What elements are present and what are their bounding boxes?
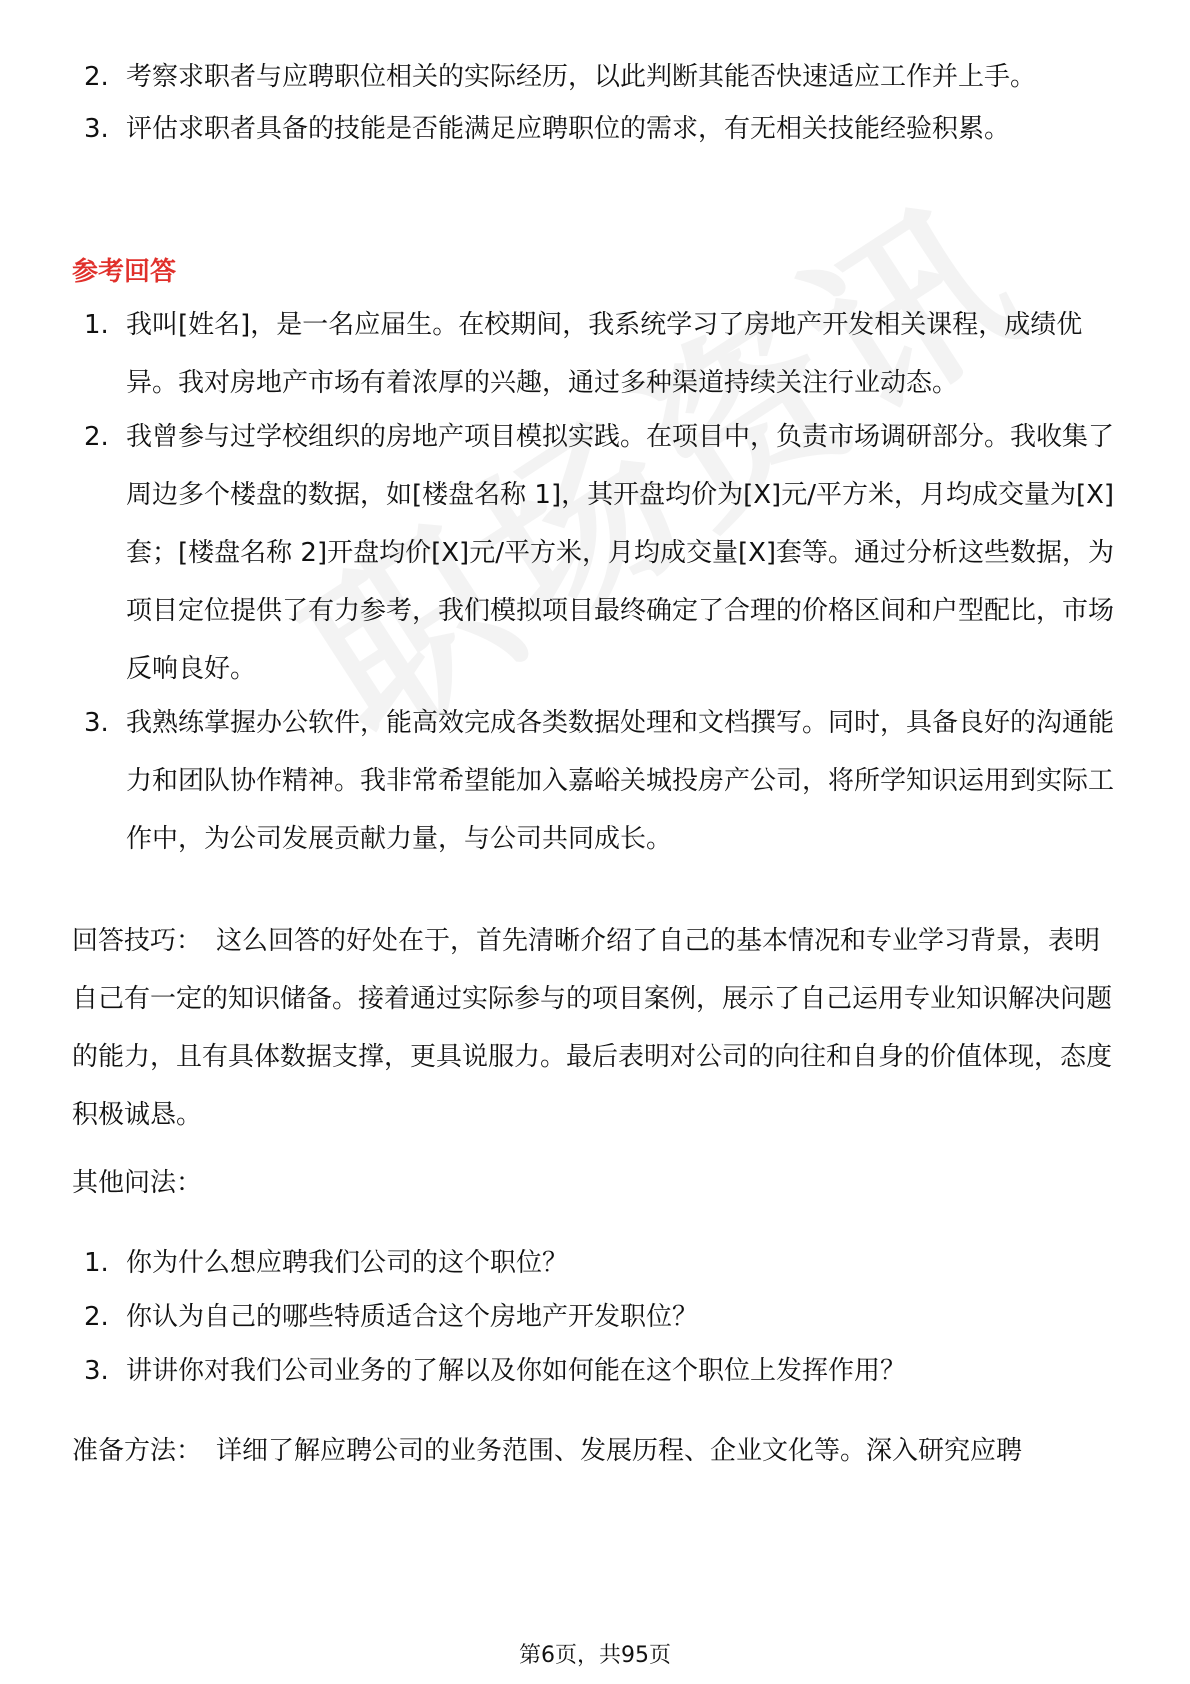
answer-tips xyxy=(72,912,1118,1144)
list-number: 3. xyxy=(84,1356,109,1386)
list-number: 2. xyxy=(84,62,109,92)
list-item xyxy=(0,408,1116,698)
other-questions-label: 其他问法： xyxy=(72,1168,203,1198)
list-text: 我曾参与过学校组织的房地产项目模拟实践。在项目中，负责市场调研部分。我收集了周边多个楼盘的数据，如[楼盘名称 1]，其开盘均价为[X]元/平方米，月均成交量为[X]套；[楼盘名称 2]开盘均价[X]元/平方米，月均成交量[X]套等。通过分析这些数据，为项目定位提供了有力参考，我们模拟项目最终确定了合理的价格区间和户型配比，市场反响良好。 xyxy=(126,422,1115,684)
other-questions-list xyxy=(0,1234,1190,1400)
list-text: 我叫[姓名]，是一名应届生。在校期间，我系统学习了房地产开发相关课程，成绩优异。我对房地产市场有着浓厚的兴趣，通过多种渠道持续关注行业动态。 xyxy=(126,310,1083,398)
list-text: 我熟练掌握办公软件，能高效完成各类数据处理和文档撰写。同时，具备良好的沟通能力和团队协作精神。我非常希望能加入嘉峪关城投房产公司，将所学知识运用到实际工作中，为公司发展贡献力量，与公司共同成长。 xyxy=(126,708,1115,854)
list-text: 你为什么想应聘我们公司的这个职位？ xyxy=(126,1248,569,1278)
list-text: 讲讲你对我们公司业务的了解以及你如何能在这个职位上发挥作用？ xyxy=(126,1356,907,1386)
list-text: 评估求职者具备的技能是否能满足应聘职位的需求，有无相关技能经验积累。 xyxy=(126,114,1011,144)
criteria-list xyxy=(0,48,1190,158)
page-number: 第6页，共95页 xyxy=(519,1643,671,1668)
list-item xyxy=(0,1234,1116,1292)
list-item xyxy=(0,1342,1116,1400)
prep-text: 详细了解应聘公司的业务范围、发展历程、企业文化等。深入研究应聘 xyxy=(216,1436,1023,1466)
list-item xyxy=(0,1288,1116,1346)
list-number: 3. xyxy=(84,114,109,144)
list-item xyxy=(0,694,1116,868)
prep-label: 准备方法： xyxy=(72,1436,203,1466)
list-number: 1. xyxy=(84,1248,109,1278)
list-item xyxy=(0,100,1116,158)
list-number: 1. xyxy=(84,310,109,340)
list-number: 2. xyxy=(84,422,109,452)
list-number: 3. xyxy=(84,708,109,738)
list-item xyxy=(0,296,1116,412)
tips-text: 这么回答的好处在于，首先清晰介绍了自己的基本情况和专业学习背景，表明自己有一定的知识储备。接着通过实际参与的项目案例，展示了自己运用专业知识解决问题的能力，且有具体数据支撑，更具说服力。最后表明对公司的向往和自身的价值体现，态度积极诚恳。 xyxy=(72,926,1113,1130)
list-text: 考察求职者与应聘职位相关的实际经历，以此判断其能否快速适应工作并上手。 xyxy=(126,62,1037,92)
tips-label: 回答技巧： xyxy=(72,926,203,956)
list-number: 2. xyxy=(84,1302,109,1332)
prep-method xyxy=(72,1422,1118,1480)
list-item xyxy=(0,48,1116,106)
answer-heading: 参考回答 xyxy=(72,257,177,287)
list-text: 你认为自己的哪些特质适合这个房地产开发职位？ xyxy=(126,1302,699,1332)
answer-list xyxy=(0,296,1190,868)
